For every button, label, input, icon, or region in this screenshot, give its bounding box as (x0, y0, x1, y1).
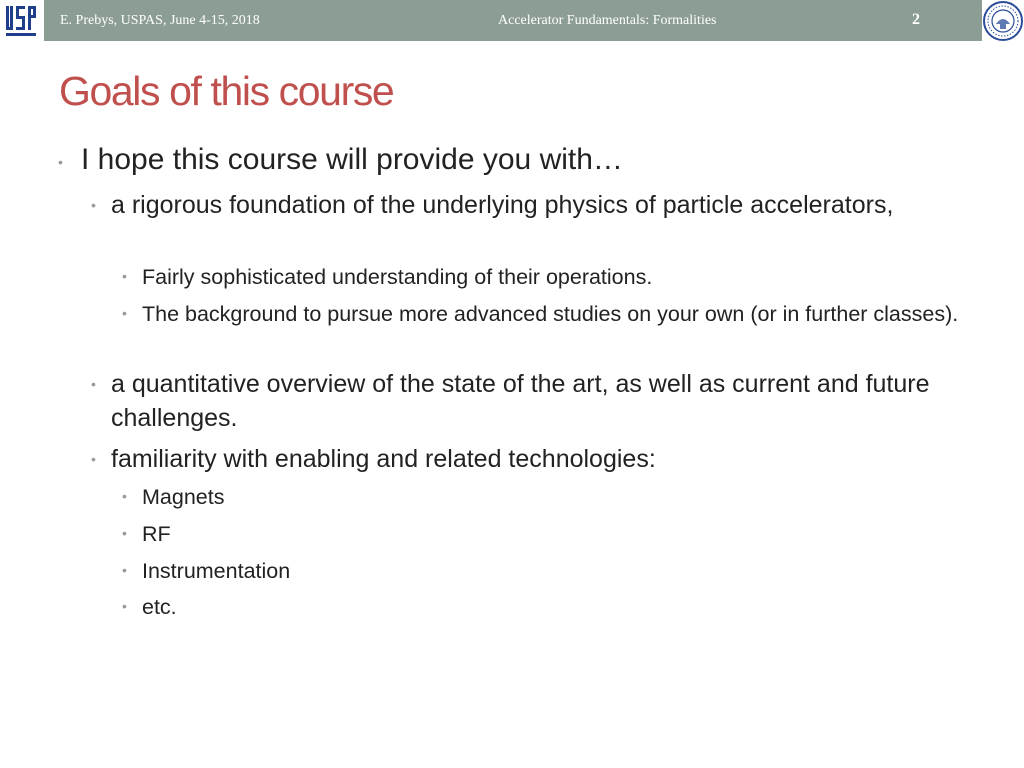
bullet-text: I hope this course will provide you with… (81, 143, 623, 176)
bullet-text: Instrumentation (142, 559, 291, 583)
bullet-level1 (58, 143, 981, 177)
bullet-level3 (122, 482, 982, 512)
bullet-dot-icon: • (91, 197, 96, 213)
bullet-level3 (122, 262, 982, 292)
bullet-dot-icon: • (91, 451, 96, 467)
bullet-dot-icon: • (122, 488, 127, 504)
bullet-dot-icon: • (122, 562, 127, 578)
slide-title: Goals of this course (59, 68, 394, 114)
bullet-text: Fairly sophisticated understanding of their operations. (142, 265, 653, 289)
bullet-dot-icon: • (122, 525, 127, 541)
bullet-level2 (91, 188, 991, 222)
header-course-title: Accelerator Fundamentals: Formalities (498, 13, 717, 28)
bullet-text: a rigorous foundation of the underlying physics of particle accelerators, (111, 191, 894, 219)
bullet-text: familiarity with enabling and related technologies: (111, 445, 656, 473)
header-author: E. Prebys, USPAS, June 4-15, 2018 (60, 13, 260, 28)
bullet-dot-icon: • (91, 376, 96, 392)
bullet-text: a quantitative overview of the state of the art, as well as current and future challenges. (111, 370, 930, 432)
bullet-dot-icon: • (122, 598, 127, 614)
bullet-level3 (122, 519, 982, 549)
bullet-level3 (122, 299, 982, 329)
bullet-text: RF (142, 522, 171, 546)
bullet-text: Magnets (142, 485, 225, 509)
bullet-dot-icon: • (122, 268, 127, 284)
bullet-level2 (91, 442, 991, 476)
bullet-level2 (91, 367, 991, 435)
bullet-dot-icon: • (122, 305, 127, 321)
bullet-text: The background to pursue more advanced studies on your own (or in further classes). (142, 302, 959, 326)
bullet-dot-icon: • (58, 154, 63, 170)
slide-number: 2 (912, 11, 920, 28)
bullet-text: etc. (142, 595, 177, 619)
bullet-level3 (122, 592, 982, 622)
bullet-level3 (122, 556, 982, 586)
